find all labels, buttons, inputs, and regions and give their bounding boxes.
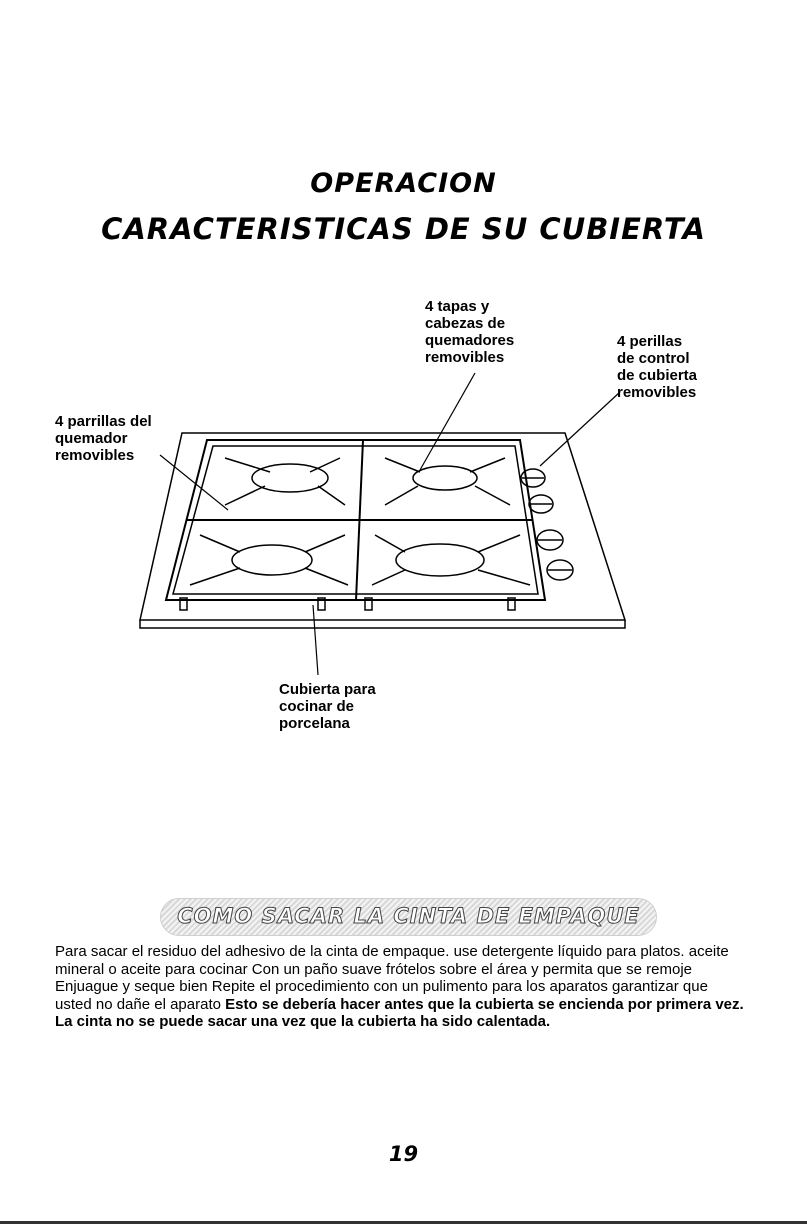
paragraph-warning: Esto se debería hacer antes que la cubierta se encienda por primera vez. La cinta no se puede sacar una vez que la cubierta ha sido calentada. bbox=[55, 995, 744, 1030]
paragraph-text: Para sacar el residuo del adhesivo de la cinta de empaque. use detergente líquido para platos. aceite mineral o aceite para cocinar Con un paño suave frótelos sobre el área y permita que se remoje Enjuague y seque bien Repite el procedimiento con un pulimento para los aparatos garantizar que usted no dañe el aparato bbox=[55, 943, 729, 1013]
page-number: 19 bbox=[388, 1142, 419, 1166]
cooktop-surface bbox=[140, 433, 625, 620]
burner-cap bbox=[413, 466, 477, 490]
burner-caps-label: 4 tapas y cabezas de quemadores removibles bbox=[425, 298, 515, 366]
bottom-rule bbox=[0, 1221, 807, 1224]
instruction-paragraph bbox=[55, 943, 745, 1031]
burner-cap bbox=[396, 544, 484, 576]
page-title: OPERACION bbox=[310, 168, 497, 199]
grates-label: 4 parrillas del quemador removibles bbox=[55, 413, 152, 464]
cooktop-label: Cubierta para cocinar de porcelana bbox=[279, 681, 376, 732]
section-banner bbox=[160, 898, 657, 936]
burner-cap bbox=[232, 545, 312, 575]
control-knobs-label: 4 perillas de control de cubierta removibles bbox=[617, 333, 698, 401]
page-subtitle: CARACTERISTICAS DE SU CUBIERTA bbox=[101, 212, 706, 246]
section-heading: COMO SACAR LA CINTA DE EMPAQUE bbox=[177, 904, 640, 928]
